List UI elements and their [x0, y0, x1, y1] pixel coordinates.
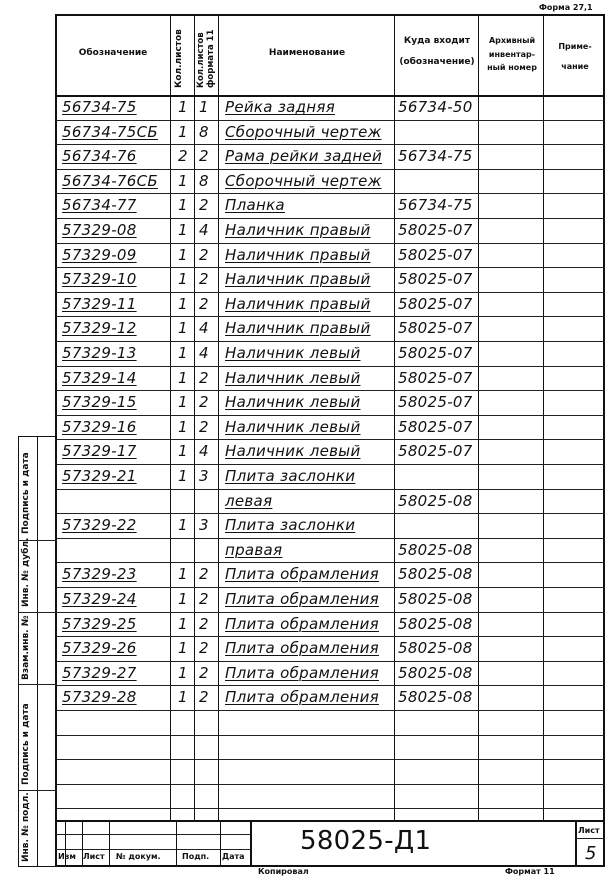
row-sheets: 1	[178, 245, 188, 264]
row-where-used: 58025-07	[398, 368, 473, 387]
title-col-date: Дата	[222, 852, 245, 861]
table-row	[0, 565, 616, 590]
sheet-number: 5	[585, 843, 597, 864]
row-sheets: 1	[178, 565, 188, 584]
header-sheets: Кол.листов	[174, 29, 184, 88]
row-sheets: 2	[178, 147, 188, 166]
row-sheets: 1	[178, 319, 188, 338]
footer-format: Формат 11	[505, 867, 555, 876]
table-row	[0, 369, 616, 394]
row-where-used: 58025-07	[398, 393, 473, 412]
row-sheets-format: 3	[199, 516, 209, 535]
row-sheets: 1	[178, 467, 188, 485]
table-row	[0, 270, 616, 295]
row-sheets-format: 2	[199, 639, 209, 658]
row-where-used: 58025-07	[398, 221, 473, 239]
row-sheets-format: 4	[199, 344, 209, 362]
header-where-used-line2: (обозначение)	[399, 57, 475, 68]
side-strip-sep	[18, 612, 57, 613]
row-name: Сборочный чертеж	[225, 122, 382, 141]
row-sheets: 1	[178, 639, 188, 658]
header-note-line1: Приме-	[558, 42, 592, 51]
row-name: Сборочный чертеж	[225, 171, 382, 190]
row-name: Наличник правый	[225, 294, 371, 313]
header-where-used-line1: Куда входит	[403, 36, 471, 46]
row-designation: 57329-22	[62, 516, 137, 535]
row-name: Плита обрамления	[225, 688, 379, 707]
row-designation: 56734-76	[62, 147, 137, 166]
table-row	[0, 639, 616, 664]
row-sheets: 1	[178, 122, 188, 141]
title-col-change: Изм	[58, 852, 76, 861]
row-designation: 57329-26	[62, 639, 137, 658]
side-strip-sep	[18, 790, 57, 791]
row-name: Наличник левый	[225, 442, 361, 461]
table-row	[0, 393, 616, 418]
sheet-label: Лист	[578, 826, 600, 835]
row-name: Наличник правый	[225, 319, 371, 338]
row-where-used: 56734-75	[398, 147, 473, 166]
header-designation: Обозначение	[78, 48, 148, 58]
row-sheets: 1	[178, 270, 188, 289]
table-row	[0, 418, 616, 443]
row-sheets: 1	[178, 393, 188, 412]
table-row	[0, 147, 616, 172]
row-sheets-format: 4	[199, 442, 209, 461]
row-where-used: 58025-08	[398, 663, 473, 682]
title-col	[575, 820, 577, 867]
row-name: Плита обрамления	[225, 565, 379, 584]
row-sheets-format: 2	[199, 270, 209, 289]
row-where-used: 58025-07	[398, 344, 473, 362]
row-where-used: 58025-08	[398, 491, 473, 510]
row-designation: 57329-24	[62, 590, 137, 608]
row-sheets: 1	[178, 171, 188, 190]
table-row	[0, 688, 616, 713]
header-name: Наименование	[268, 48, 346, 58]
row-sheets-format: 2	[199, 688, 209, 707]
row-sheets-format: 2	[199, 565, 209, 584]
row-designation: 57329-13	[62, 344, 137, 362]
row-designation: 56734-76СБ	[62, 171, 158, 190]
footer-copied: Копировал	[258, 867, 309, 876]
form-label: Форма 27,1	[539, 3, 593, 12]
row-name: Планка	[225, 196, 285, 215]
row-designation: 56734-75	[62, 98, 137, 116]
row-line	[55, 808, 605, 809]
row-name: Рейка задняя	[225, 98, 336, 116]
row-name: правая	[225, 540, 283, 559]
row-name: Плита обрамления	[225, 639, 379, 658]
row-sheets-format: 2	[199, 147, 209, 166]
row-designation: 57329-08	[62, 221, 137, 239]
header-sheets-format: Кол.листов формата 11	[196, 29, 216, 88]
row-name: Наличник левый	[225, 368, 361, 387]
row-where-used: 56734-50	[398, 98, 473, 116]
row-name: Плита обрамления	[225, 663, 379, 682]
table-row	[0, 664, 616, 689]
row-where-used: 58025-08	[398, 540, 473, 559]
row-sheets-format: 2	[199, 663, 209, 682]
table-row	[0, 295, 616, 320]
header-note	[545, 40, 605, 73]
row-sheets: 1	[178, 688, 188, 707]
table-row	[0, 467, 616, 492]
side-label-original-inv: Инв. № подл.	[21, 792, 31, 862]
row-designation: 57329-21	[62, 467, 137, 485]
header-where-used	[396, 34, 478, 71]
row-sheets-format: 4	[199, 319, 209, 338]
side-label-replace-inv: Взам.инв. №	[21, 615, 31, 680]
title-col	[109, 820, 110, 867]
table-row	[0, 541, 616, 566]
row-designation: 57329-17	[62, 442, 137, 461]
row-designation: 57329-27	[62, 663, 137, 682]
row-sheets-format: 2	[199, 614, 209, 633]
row-where-used: 58025-07	[398, 245, 473, 264]
row-sheets: 1	[178, 663, 188, 682]
row-where-used: 58025-08	[398, 688, 473, 707]
row-sheets-format: 3	[199, 467, 209, 485]
row-line	[55, 784, 605, 785]
row-sheets-format: 8	[199, 171, 209, 190]
row-line	[55, 735, 605, 736]
row-name: Плита обрамления	[225, 590, 379, 608]
row-sheets: 1	[178, 98, 188, 116]
header-archive	[480, 34, 544, 75]
table-row	[0, 492, 616, 517]
row-designation: 57329-25	[62, 614, 137, 633]
table-row	[0, 590, 616, 615]
side-label-duplicate: Инв. № дубл.	[21, 537, 31, 607]
row-sheets: 1	[178, 590, 188, 608]
row-sheets: 1	[178, 344, 188, 362]
row-where-used: 58025-08	[398, 639, 473, 658]
row-designation: 57329-10	[62, 270, 137, 289]
row-where-used: 58025-08	[398, 614, 473, 633]
row-designation: 57329-15	[62, 393, 137, 412]
row-name: Наличник правый	[225, 270, 371, 289]
side-strip-divider	[37, 436, 38, 867]
row-sheets: 1	[178, 368, 188, 387]
title-block-top	[55, 820, 605, 822]
row-designation: 57329-11	[62, 294, 137, 313]
row-where-used: 58025-08	[398, 590, 473, 608]
row-where-used: 58025-07	[398, 270, 473, 289]
row-designation: 56734-75СБ	[62, 122, 158, 141]
title-col-docnum: № докум.	[116, 852, 161, 861]
table-row	[0, 172, 616, 197]
row-designation: 57329-12	[62, 319, 137, 338]
sheet-divider	[575, 838, 605, 839]
row-designation: 57329-28	[62, 688, 137, 707]
table-row	[0, 516, 616, 541]
title-col-sign: Подп.	[182, 852, 210, 861]
row-sheets-format: 2	[199, 196, 209, 215]
table-row	[0, 246, 616, 271]
row-sheets: 1	[178, 417, 188, 436]
row-where-used: 58025-07	[398, 442, 473, 461]
row-sheets-format: 1	[199, 98, 209, 116]
table-row	[0, 344, 616, 369]
row-name: Плита заслонки	[225, 467, 356, 485]
table-row	[0, 319, 616, 344]
row-sheets-format: 2	[199, 245, 209, 264]
side-label-signature-2: Подпись и дата	[21, 703, 31, 785]
row-sheets-format: 2	[199, 393, 209, 412]
row-designation: 56734-77	[62, 196, 137, 215]
table-row	[0, 98, 616, 123]
table-row	[0, 221, 616, 246]
row-line	[55, 759, 605, 760]
row-sheets: 1	[178, 516, 188, 535]
row-name: Наличник левый	[225, 417, 361, 436]
title-col	[220, 820, 221, 867]
row-sheets: 1	[178, 221, 188, 239]
row-name: Рама рейки задней	[225, 147, 383, 166]
row-sheets-format: 2	[199, 590, 209, 608]
row-name: левая	[225, 491, 273, 510]
table-row	[0, 442, 616, 467]
table-row	[0, 123, 616, 148]
row-name: Наличник правый	[225, 245, 371, 264]
row-sheets: 1	[178, 196, 188, 215]
header-note-line2: чание	[561, 61, 589, 71]
header-archive-line2: инвентар-	[488, 49, 536, 59]
row-where-used: 58025-08	[398, 565, 473, 584]
header-archive-line3: ный номер	[487, 63, 537, 73]
header-archive-line1: Архивный	[488, 36, 536, 45]
row-name: Наличник левый	[225, 393, 361, 412]
row-sheets-format: 2	[199, 368, 209, 387]
table-row	[0, 196, 616, 221]
row-where-used: 58025-07	[398, 319, 473, 338]
row-sheets-format: 2	[199, 294, 209, 313]
title-col-sheet: Лист	[83, 852, 105, 861]
row-where-used: 58025-07	[398, 417, 473, 436]
row-name: Плита заслонки	[225, 516, 356, 535]
row-name: Наличник левый	[225, 344, 361, 362]
header-divider	[55, 95, 605, 97]
row-sheets: 1	[178, 614, 188, 633]
row-where-used: 56734-75	[398, 196, 473, 215]
row-sheets-format: 2	[199, 417, 209, 436]
row-name: Плита обрамления	[225, 614, 379, 633]
row-designation: 57329-09	[62, 245, 137, 264]
side-label-signature-1: Подпись и дата	[21, 452, 31, 534]
title-col	[250, 820, 252, 867]
title-col	[176, 820, 177, 867]
row-designation: 57329-14	[62, 368, 137, 387]
row-sheets-format: 4	[199, 221, 209, 239]
row-designation: 57329-16	[62, 417, 137, 436]
document-number: 58025-Д1	[300, 826, 432, 856]
table-row	[0, 615, 616, 640]
row-where-used: 58025-07	[398, 294, 473, 313]
row-name: Наличник правый	[225, 221, 371, 239]
side-strip-sep	[18, 684, 57, 685]
row-sheets: 1	[178, 294, 188, 313]
row-sheets-format: 8	[199, 122, 209, 141]
row-designation: 57329-23	[62, 565, 137, 584]
row-sheets: 1	[178, 442, 188, 461]
